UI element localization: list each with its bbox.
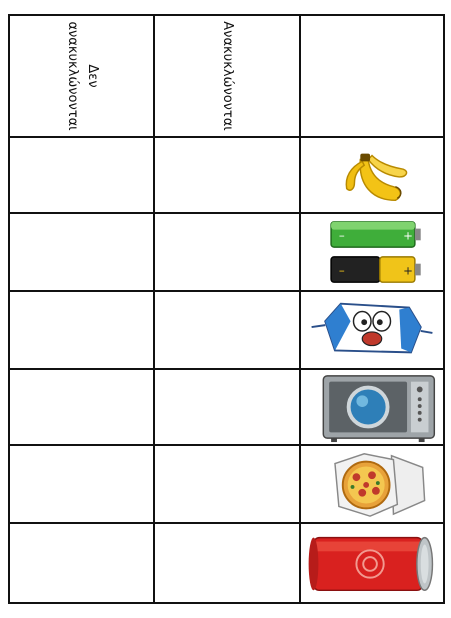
svg-text:+: + [403,228,413,243]
item-image-cell [300,369,444,445]
pizza-box-icon [301,446,443,522]
recycled-header: Ανακυκλώνονται [220,21,235,131]
item-image-cell [300,445,444,523]
sorting-table [8,14,445,604]
not-recycled-header [62,21,102,130]
table-row [9,445,444,523]
recycled-answer-cell[interactable] [154,213,300,291]
recycled-answer-cell[interactable] [154,523,300,603]
not-recycled-header-line2: ανακυκλώνονται [64,21,80,131]
recycled-answer-cell[interactable] [154,369,300,445]
not-recycled-answer-cell[interactable] [9,523,154,603]
table-row [9,291,444,369]
not-recycled-answer-cell[interactable] [9,445,154,523]
item-image-cell [300,213,444,291]
recycling-worksheet [8,14,443,602]
images-header-cell [300,15,444,137]
recycled-answer-cell[interactable] [154,291,300,369]
microwave-oven-icon [301,370,443,444]
table-row [9,369,444,445]
recycled-answer-cell[interactable] [154,445,300,523]
soda-can-icon [301,524,443,602]
item-image-cell [300,137,444,213]
not-recycled-header-cell [9,15,154,137]
table-row [9,137,444,213]
not-recycled-answer-cell[interactable] [9,213,154,291]
not-recycled-answer-cell[interactable] [9,137,154,213]
header-row [9,15,444,137]
table-row [9,523,444,603]
recycled-header-cell [154,15,300,137]
milk-carton-icon [301,292,443,368]
batteries-icon [301,214,443,290]
svg-text:+: + [403,263,413,278]
banana-peel-icon [301,138,443,212]
svg-text:–: – [338,228,345,243]
not-recycled-answer-cell[interactable] [9,291,154,369]
item-image-cell [300,291,444,369]
not-recycled-answer-cell[interactable] [9,369,154,445]
svg-text:–: – [338,263,345,278]
recycled-answer-cell[interactable] [154,137,300,213]
not-recycled-header-line1: Δεν [84,64,100,88]
item-image-cell [300,523,444,603]
table-row [9,213,444,291]
